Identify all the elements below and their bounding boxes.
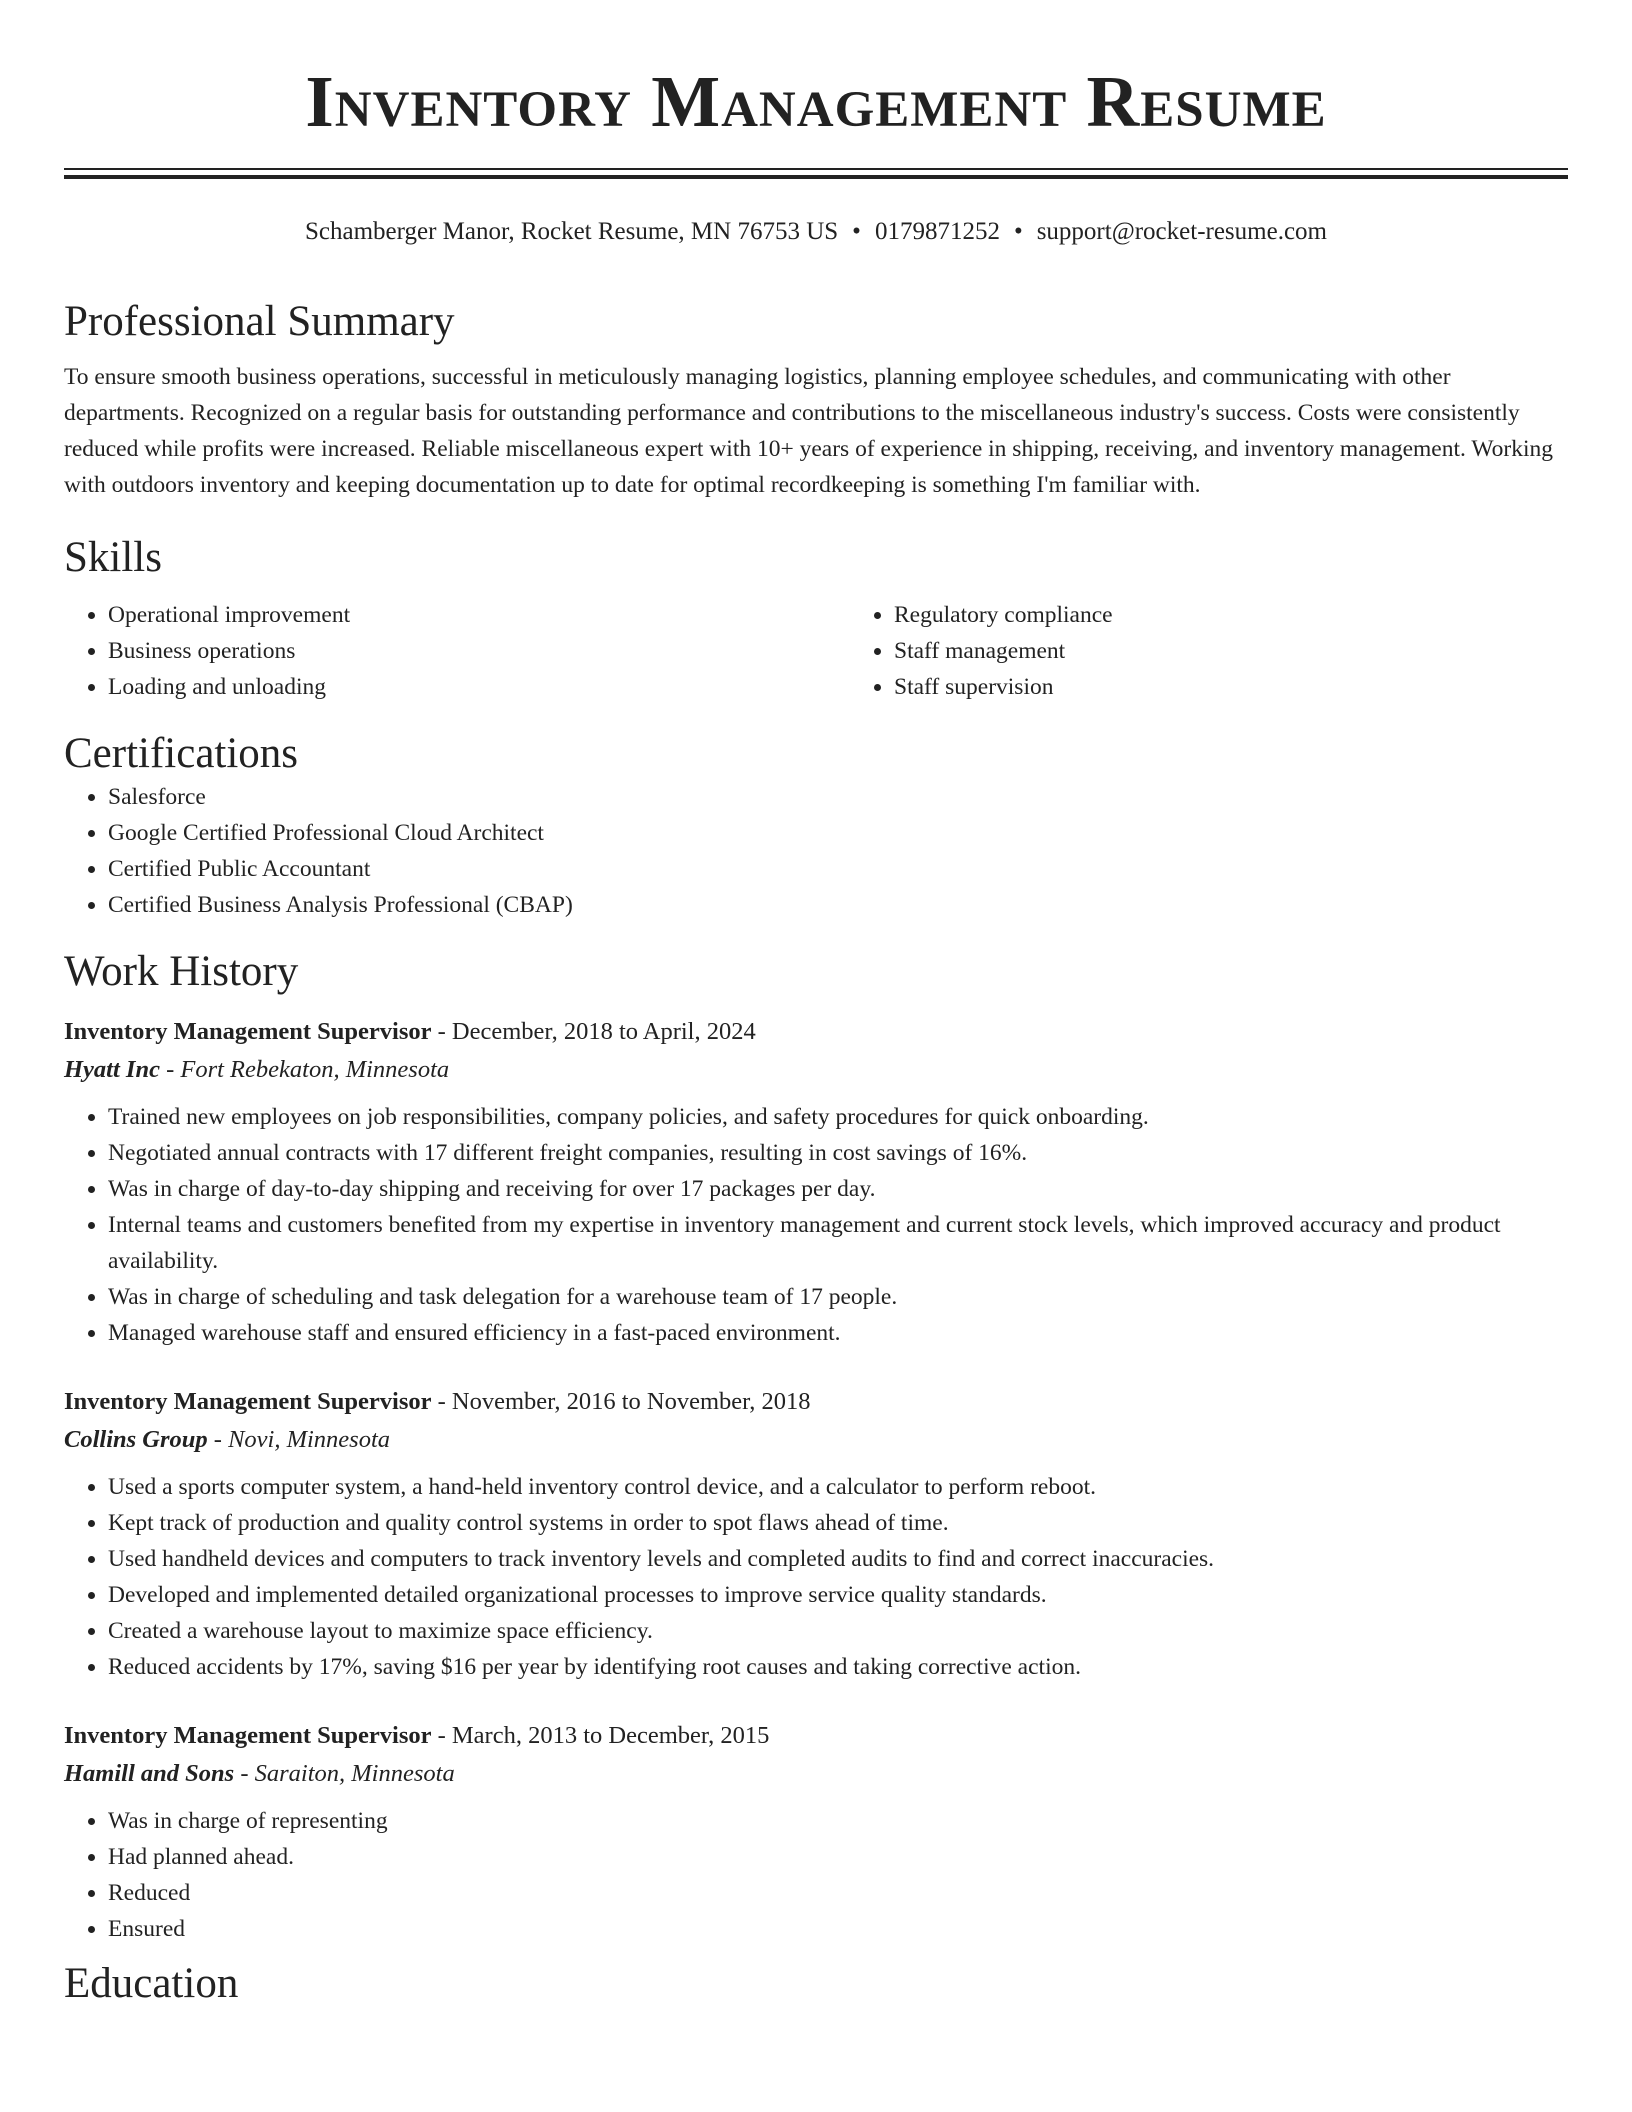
job-bullet: • Was in charge of day-to-day shipping and receiving for over 17 packages per day. [108,1171,1568,1207]
skills-list-left [64,597,850,705]
job-bullet: • Kept track of production and quality control systems in order to spot flaws ahead of time. [108,1505,1568,1541]
summary-heading: Professional Summary [64,298,455,345]
job-bullet: • Used a sports computer system, a hand-held inventory control device, and a calculator to perform reboot. [108,1469,1568,1505]
certifications-heading: Certifications [64,730,299,777]
job-bullet: • Used handheld devices and computers to track inventory levels and completed audits to find and correct inaccuracies. [108,1541,1568,1577]
job-bullet: • Ensured [108,1911,1568,1947]
work-history-heading: Work History [64,948,299,995]
job-bullets [64,1469,1568,1685]
job-bullet: • Created a warehouse layout to maximize space efficiency. [108,1613,1568,1649]
summary-text: To ensure smooth business operations, successful in meticulously managing logistics, planning employee schedules, and communicating with other departments. Recognized on a regular basis for outstanding performance and contributions to the miscellaneous industry's success. Costs were consistently reduced while profits were increased. Reliable miscellaneous expert with 10+ years of experience in shipping, receiving, and inventory management. Working with outdoors inventory and keeping documentation up to date for optimal recordkeeping is something I'm familiar with. [64,364,1553,498]
job-bullet: • Trained new employees on job responsibilities, company policies, and safety procedures for quick onboarding. [108,1099,1568,1135]
job-bullet: • Negotiated annual contracts with 17 different freight companies, resulting in cost savings of 16%. [108,1135,1568,1171]
job-bullet: • Reduced accidents by 17%, saving $16 per year by identifying root causes and taking corrective action. [108,1649,1568,1685]
certifications-list [64,779,1568,923]
job-header [64,1383,1568,1421]
certification-item: • Google Certified Professional Cloud Architect [108,815,1568,851]
contact-separator: • [1013,218,1023,245]
job-location: - Saraiton, Minnesota [234,1760,455,1787]
job-company: Hyatt Inc [64,1056,160,1083]
contact-address: Schamberger Manor, Rocket Resume, MN 76753 US [304,218,839,245]
skill-item: • Business operations [108,633,850,669]
job-bullet: • Had planned ahead. [108,1839,1568,1875]
job-bullet: • Reduced [108,1875,1568,1911]
certification-item: • Salesforce [108,779,1568,815]
job-role: Inventory Management Supervisor [64,1722,432,1749]
job-bullet: • Was in charge of representing [108,1803,1568,1839]
job-header [64,1717,1568,1755]
skills-list-right [850,597,1568,705]
title-divider [64,168,1568,179]
skill-item: • Operational improvement [108,597,850,633]
job-bullet: • Was in charge of scheduling and task delegation for a warehouse team of 17 people. [108,1279,1568,1315]
job-company: Collins Group [64,1426,208,1453]
job-entry [64,1717,1568,1947]
skill-item: • Staff supervision [894,669,1568,705]
page-title: Inventory Management Resume [305,61,1327,142]
job-bullets [64,1099,1568,1351]
job-bullet: • Internal teams and customers benefited from my expertise in inventory management and current stock levels, which improved accuracy and product availability. [108,1207,1568,1279]
job-dates: - November, 2016 to November, 2018 [431,1388,811,1415]
job-dates: - March, 2013 to December, 2015 [431,1722,770,1749]
job-role: Inventory Management Supervisor [64,1018,432,1045]
contact-phone: 0179871252 [874,218,1000,245]
job-bullet: • Managed warehouse staff and ensured efficiency in a fast-paced environment. [108,1315,1568,1351]
job-employer [64,1755,1568,1793]
certification-item: • Certified Business Analysis Professional (CBAP) [108,887,1568,923]
job-location: - Fort Rebekaton, Minnesota [159,1056,450,1083]
contact-email: support@rocket-resume.com [1036,218,1327,245]
job-entry [64,1013,1568,1351]
skill-item: • Regulatory compliance [894,597,1568,633]
job-header [64,1013,1568,1051]
job-location: - Novi, Minnesota [207,1426,391,1453]
job-bullets [64,1803,1568,1947]
job-employer [64,1421,1568,1459]
job-role: Inventory Management Supervisor [64,1388,432,1415]
job-employer [64,1051,1568,1089]
skill-item: • Staff management [894,633,1568,669]
contact-separator: • [852,218,861,245]
certification-item: • Certified Public Accountant [108,851,1568,887]
skills-heading: Skills [64,534,162,581]
job-company: Hamill and Sons [64,1760,235,1787]
skills-grid [64,597,1568,705]
job-dates: - December, 2018 to April, 2024 [431,1018,756,1045]
job-entry [64,1383,1568,1685]
education-heading: Education [64,1960,239,2007]
job-bullet: • Developed and implemented detailed organizational processes to improve service quality standards. [108,1577,1568,1613]
skill-item: • Loading and unloading [108,669,850,705]
contact-line [64,217,1568,247]
